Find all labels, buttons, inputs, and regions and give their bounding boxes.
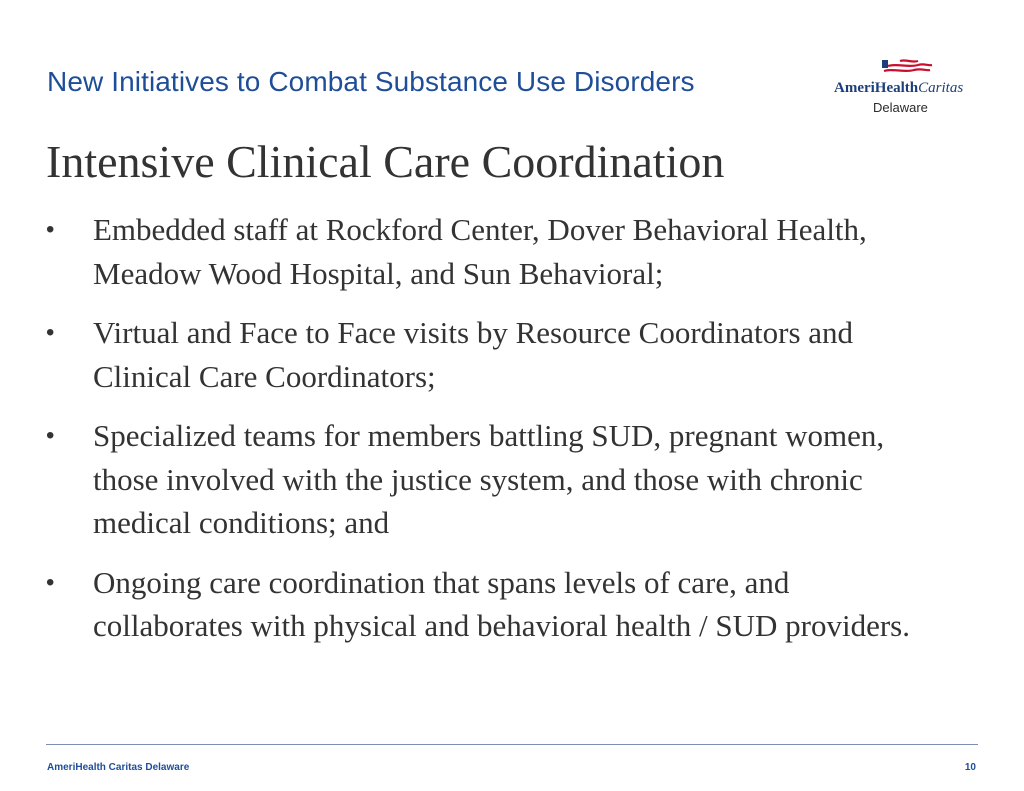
- bullet-item: [46, 311, 946, 398]
- bullet-marker: •: [46, 319, 55, 346]
- bullet-list: [46, 208, 946, 664]
- flag-stripes-icon: [834, 58, 980, 80]
- page-number: 10: [964, 762, 976, 773]
- bullet-item: [46, 561, 946, 648]
- logo-name-italic: Caritas: [918, 80, 964, 96]
- amerihealth-caritas-logo: [834, 58, 980, 120]
- bullet-text: Ongoing care coordination that spans levels of care, and collaborates with physical and behavioral health / SUD providers.: [93, 564, 910, 643]
- bullet-text: Virtual and Face to Face visits by Resource Coordinators and Clinical Care Coordinators;: [93, 315, 854, 394]
- slide-section-title: New Initiatives to Combat Substance Use Disorders: [47, 66, 695, 97]
- bullet-text: Specialized teams for members battling SUD, pregnant women, those involved with the justice system, and those with chronic medical conditions; and: [93, 418, 885, 540]
- slide-heading: Intensive Clinical Care Coordination: [46, 136, 725, 187]
- bullet-marker: •: [46, 422, 55, 449]
- bullet-item: [46, 208, 946, 295]
- logo-name-bold: AmeriHealth: [834, 80, 919, 96]
- logo-subtitle: Delaware: [873, 100, 928, 115]
- bullet-text: Embedded staff at Rockford Center, Dover Behavioral Health, Meadow Wood Hospital, and Sun Behavioral;: [93, 212, 867, 291]
- bullet-marker: •: [46, 216, 55, 243]
- bullet-item: [46, 414, 946, 545]
- footer-divider: [46, 744, 978, 745]
- footer-organization: AmeriHealth Caritas Delaware: [47, 762, 190, 773]
- logo-wordmark: [834, 80, 963, 97]
- bullet-marker: •: [46, 568, 55, 596]
